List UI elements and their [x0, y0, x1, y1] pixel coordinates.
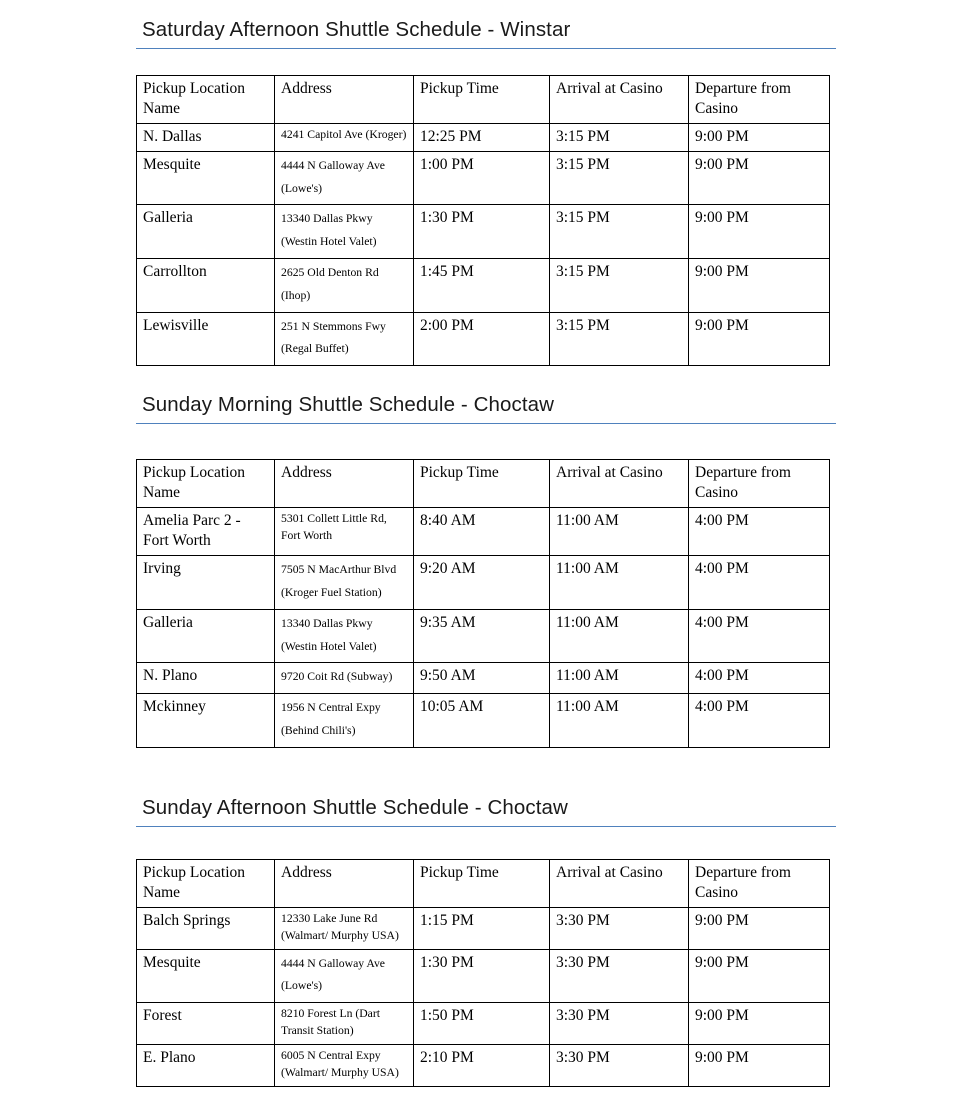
cell-address: 13340 Dallas Pkwy (Westin Hotel Valet)	[275, 609, 414, 663]
cell-arrival: 11:00 AM	[550, 609, 689, 663]
table-row	[137, 556, 830, 610]
cell-arrival: 3:15 PM	[550, 205, 689, 259]
table-row	[137, 312, 830, 366]
table-row	[137, 663, 830, 694]
cell-arrival: 3:15 PM	[550, 123, 689, 151]
cell-address: 13340 Dallas Pkwy (Westin Hotel Valet)	[275, 205, 414, 259]
cell-departure: 4:00 PM	[689, 556, 830, 610]
cell-address: 12330 Lake June Rd (Walmart/ Murphy USA)	[275, 907, 414, 949]
column-header-arrival: Arrival at Casino	[550, 859, 689, 907]
column-header-location: Pickup Location Name	[137, 460, 275, 508]
cell-location: Mesquite	[137, 949, 275, 1003]
cell-location: Galleria	[137, 205, 275, 259]
cell-address: 6005 N Central Expy (Walmart/ Murphy USA)	[275, 1045, 414, 1087]
column-header-location: Pickup Location Name	[137, 859, 275, 907]
table-row	[137, 259, 830, 313]
cell-location: N. Dallas	[137, 123, 275, 151]
cell-departure: 4:00 PM	[689, 609, 830, 663]
cell-pickup-time: 9:20 AM	[414, 556, 550, 610]
cell-pickup-time: 1:15 PM	[414, 907, 550, 949]
section-sunday-morning-choctaw	[0, 393, 980, 748]
column-header-arrival: Arrival at Casino	[550, 460, 689, 508]
table-header-row	[137, 859, 830, 907]
column-header-location: Pickup Location Name	[137, 76, 275, 124]
cell-location: Amelia Parc 2 - Fort Worth	[137, 507, 275, 555]
shuttle-schedule-table	[136, 75, 830, 366]
table-row	[137, 694, 830, 748]
cell-address: 251 N Stemmons Fwy (Regal Buffet)	[275, 312, 414, 366]
cell-departure: 9:00 PM	[689, 312, 830, 366]
cell-pickup-time: 10:05 AM	[414, 694, 550, 748]
cell-arrival: 3:30 PM	[550, 907, 689, 949]
cell-arrival: 3:30 PM	[550, 1003, 689, 1045]
heading-table-spacer	[0, 827, 980, 859]
cell-arrival: 11:00 AM	[550, 663, 689, 694]
section-spacer	[0, 366, 980, 393]
heading-table-spacer	[0, 424, 980, 459]
cell-address: 4444 N Galloway Ave (Lowe's)	[275, 151, 414, 205]
cell-address: 4444 N Galloway Ave (Lowe's)	[275, 949, 414, 1003]
cell-location: N. Plano	[137, 663, 275, 694]
cell-departure: 9:00 PM	[689, 123, 830, 151]
column-header-pickup-time: Pickup Time	[414, 76, 550, 124]
cell-departure: 4:00 PM	[689, 694, 830, 748]
cell-pickup-time: 12:25 PM	[414, 123, 550, 151]
cell-pickup-time: 1:50 PM	[414, 1003, 550, 1045]
cell-location: Lewisville	[137, 312, 275, 366]
shuttle-schedule-table	[136, 459, 830, 748]
section-title: Saturday Afternoon Shuttle Schedule - Winstar	[136, 18, 836, 49]
column-header-address: Address	[275, 859, 414, 907]
shuttle-schedule-table	[136, 859, 830, 1087]
cell-pickup-time: 9:35 AM	[414, 609, 550, 663]
section-title: Sunday Morning Shuttle Schedule - Choctaw	[136, 393, 836, 424]
cell-arrival: 11:00 AM	[550, 507, 689, 555]
section-sunday-afternoon-choctaw	[0, 796, 980, 1087]
cell-departure: 9:00 PM	[689, 151, 830, 205]
section-saturday-afternoon-winstar	[0, 18, 980, 366]
table-row	[137, 205, 830, 259]
cell-address: 2625 Old Denton Rd (Ihop)	[275, 259, 414, 313]
table-row	[137, 507, 830, 555]
column-header-address: Address	[275, 76, 414, 124]
column-header-departure: Departure from Casino	[689, 460, 830, 508]
cell-departure: 9:00 PM	[689, 205, 830, 259]
cell-pickup-time: 1:30 PM	[414, 205, 550, 259]
table-row	[137, 123, 830, 151]
cell-address: 7505 N MacArthur Blvd (Kroger Fuel Station)	[275, 556, 414, 610]
cell-location: Forest	[137, 1003, 275, 1045]
section-title: Sunday Afternoon Shuttle Schedule - Choctaw	[136, 796, 836, 827]
top-spacer	[0, 0, 980, 18]
cell-location: Mckinney	[137, 694, 275, 748]
table-header-row	[137, 460, 830, 508]
cell-pickup-time: 2:00 PM	[414, 312, 550, 366]
cell-location: Carrollton	[137, 259, 275, 313]
cell-pickup-time: 1:45 PM	[414, 259, 550, 313]
cell-departure: 9:00 PM	[689, 1045, 830, 1087]
column-header-arrival: Arrival at Casino	[550, 76, 689, 124]
table-row	[137, 151, 830, 205]
table-row	[137, 609, 830, 663]
table-header-row	[137, 76, 830, 124]
cell-address: 4241 Capitol Ave (Kroger)	[275, 123, 414, 151]
cell-departure: 9:00 PM	[689, 949, 830, 1003]
cell-departure: 4:00 PM	[689, 507, 830, 555]
section-spacer	[0, 748, 980, 796]
cell-address: 5301 Collett Little Rd, Fort Worth	[275, 507, 414, 555]
cell-pickup-time: 8:40 AM	[414, 507, 550, 555]
cell-pickup-time: 1:30 PM	[414, 949, 550, 1003]
table-row	[137, 1003, 830, 1045]
cell-location: E. Plano	[137, 1045, 275, 1087]
column-header-pickup-time: Pickup Time	[414, 460, 550, 508]
cell-departure: 4:00 PM	[689, 663, 830, 694]
table-row	[137, 907, 830, 949]
cell-arrival: 3:15 PM	[550, 312, 689, 366]
cell-arrival: 11:00 AM	[550, 556, 689, 610]
cell-pickup-time: 1:00 PM	[414, 151, 550, 205]
cell-departure: 9:00 PM	[689, 1003, 830, 1045]
cell-location: Irving	[137, 556, 275, 610]
cell-location: Balch Springs	[137, 907, 275, 949]
column-header-departure: Departure from Casino	[689, 859, 830, 907]
cell-address: 8210 Forest Ln (Dart Transit Station)	[275, 1003, 414, 1045]
cell-pickup-time: 9:50 AM	[414, 663, 550, 694]
cell-arrival: 3:30 PM	[550, 1045, 689, 1087]
cell-arrival: 11:00 AM	[550, 694, 689, 748]
cell-arrival: 3:30 PM	[550, 949, 689, 1003]
cell-pickup-time: 2:10 PM	[414, 1045, 550, 1087]
cell-departure: 9:00 PM	[689, 907, 830, 949]
cell-location: Galleria	[137, 609, 275, 663]
cell-departure: 9:00 PM	[689, 259, 830, 313]
cell-arrival: 3:15 PM	[550, 259, 689, 313]
cell-address: 1956 N Central Expy (Behind Chili's)	[275, 694, 414, 748]
cell-location: Mesquite	[137, 151, 275, 205]
column-header-pickup-time: Pickup Time	[414, 859, 550, 907]
table-row	[137, 1045, 830, 1087]
heading-table-spacer	[0, 49, 980, 75]
column-header-departure: Departure from Casino	[689, 76, 830, 124]
cell-arrival: 3:15 PM	[550, 151, 689, 205]
cell-address: 9720 Coit Rd (Subway)	[275, 663, 414, 694]
column-header-address: Address	[275, 460, 414, 508]
table-row	[137, 949, 830, 1003]
